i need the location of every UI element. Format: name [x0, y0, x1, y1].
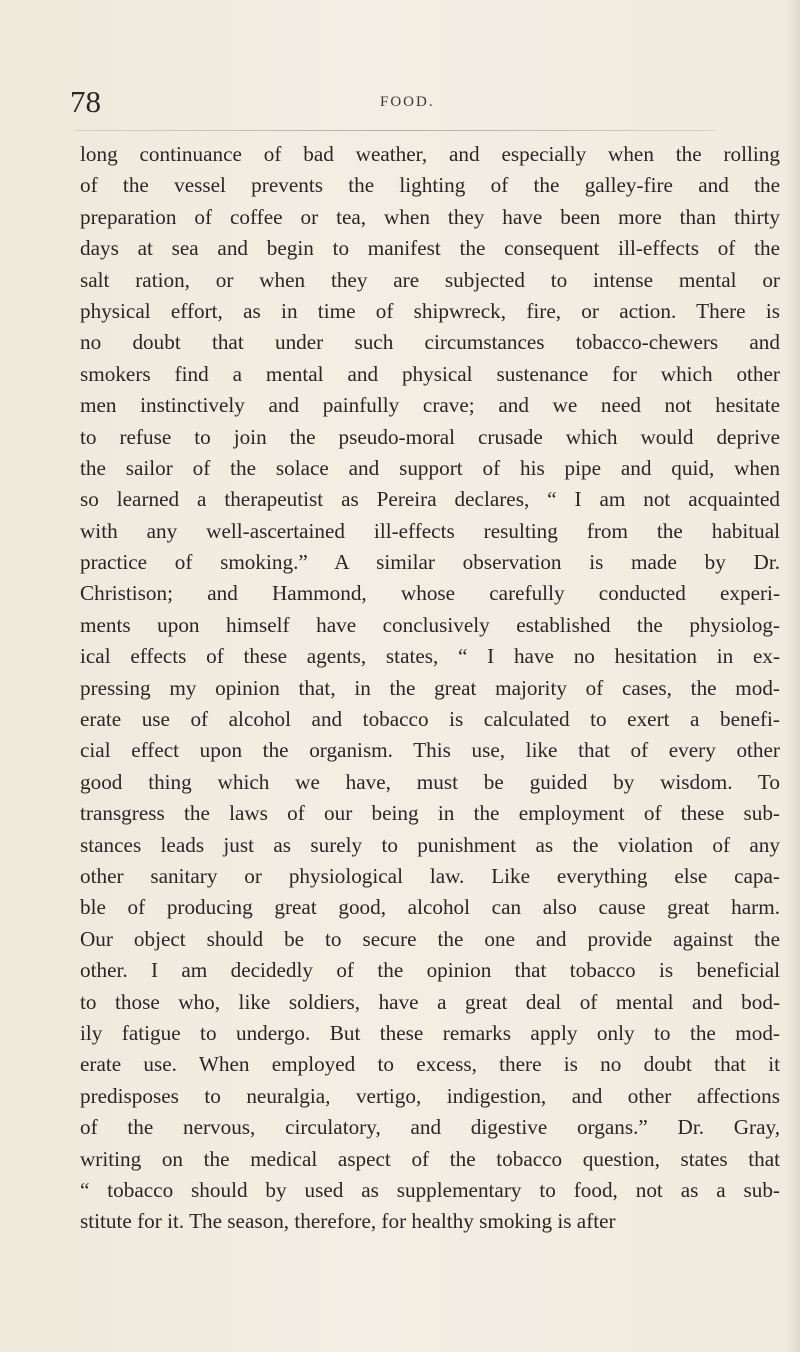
text-line: to those who, like soldiers, have a great deal of mental and bod- — [80, 989, 780, 1014]
text-line: so learned a therapeutist as Pereira declares, “ I am not acquainted — [80, 487, 780, 512]
text-line: stitute for it. The season, therefore, for healthy smoking is after — [80, 1209, 616, 1234]
text-line: of the vessel prevents the lighting of the galley-fire and the — [80, 173, 780, 198]
text-line: cial effect upon the organism. This use, like that of every other — [80, 738, 780, 763]
text-line: practice of smoking.” A similar observation is made by Dr. — [80, 550, 780, 575]
text-line: good thing which we have, must be guided by wisdom. To — [80, 769, 780, 794]
text-line: preparation of coffee or tea, when they have been more than thirty — [80, 204, 780, 229]
text-line: the sailor of the solace and support of his pipe and quid, when — [80, 455, 780, 480]
text-line: ical effects of these agents, states, “ I have no hesitation in ex- — [80, 644, 780, 669]
text-line: erate use of alcohol and tobacco is calculated to exert a benefi- — [80, 707, 780, 732]
header-rule — [75, 130, 715, 131]
page-number: 78 — [70, 84, 101, 119]
text-line: physical effort, as in time of shipwreck, fire, or action. There is — [80, 298, 780, 323]
text-line: erate use. When employed to excess, there is no doubt that it — [80, 1052, 780, 1077]
text-line: ble of producing great good, alcohol can also cause great harm. — [80, 895, 780, 920]
text-line: other sanitary or physiological law. Like everything else capa- — [80, 863, 780, 888]
text-line: Christison; and Hammond, whose carefully conducted experi- — [80, 581, 780, 606]
text-line: to refuse to join the pseudo-moral crusade which would deprive — [80, 424, 780, 449]
text-line: of the nervous, circulatory, and digestive organs.” Dr. Gray, — [80, 1115, 780, 1140]
text-line: with any well-ascertained ill-effects resulting from the habitual — [80, 518, 780, 543]
running-head — [70, 82, 730, 122]
text-line: days at sea and begin to manifest the consequent ill-effects of the — [80, 236, 780, 261]
text-line: salt ration, or when they are subjected to intense mental or — [80, 267, 780, 292]
text-line: no doubt that under such circumstances tobacco-chewers and — [80, 330, 780, 355]
text-line: writing on the medical aspect of the tobacco question, states that — [80, 1146, 780, 1171]
text-line: stances leads just as surely to punishment as the violation of any — [80, 832, 780, 857]
text-line: Our object should be to secure the one and provide against the — [80, 926, 780, 951]
text-line: long continuance of bad weather, and especially when the rolling — [80, 142, 780, 166]
text-line: pressing my opinion that, in the great majority of cases, the mod- — [80, 675, 780, 700]
text-line: men instinctively and painfully crave; and we need not hesitate — [80, 393, 780, 418]
text-line: other. I am decidedly of the opinion that tobacco is beneficial — [80, 958, 780, 983]
text-line: predisposes to neuralgia, vertigo, indigestion, and other affections — [80, 1083, 780, 1108]
section-title: FOOD. — [380, 94, 435, 110]
text-line: ily fatigue to undergo. But these remarks apply only to the mod- — [80, 1020, 780, 1045]
text-line: smokers find a mental and physical sustenance for which other — [80, 361, 780, 386]
text-line: “ tobacco should by used as supplementary to food, not as a sub- — [80, 1177, 780, 1202]
body-text — [80, 139, 780, 1238]
text-line: ments upon himself have conclusively established the physiolog- — [80, 612, 780, 637]
text-line: transgress the laws of our being in the employment of these sub- — [80, 801, 780, 826]
